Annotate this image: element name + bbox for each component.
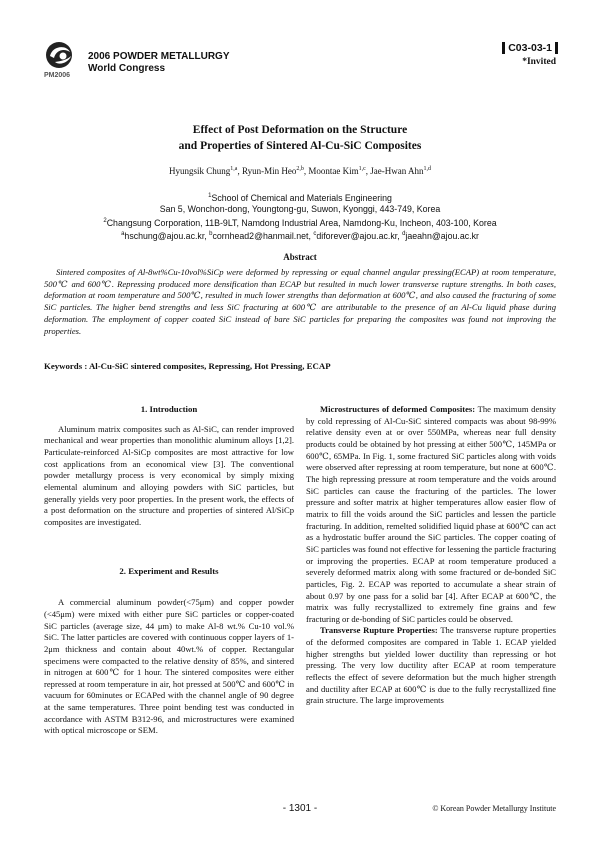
email-link[interactable]: hschung@ajou.ac.kr xyxy=(124,231,205,242)
author-sup: 1,d xyxy=(423,166,431,172)
affiliation-2: $^2$Changsung Corporation, 11B-9LT, Namdong Industrial Area, Namdong-Ku, Incheon, 403-100, Korea xyxy=(103,217,497,228)
keywords: Keywords : Al-Cu-SiC sintered composites, Repressing, Hot Pressing, ECAP xyxy=(44,361,331,371)
paper-code xyxy=(502,42,558,54)
email-link[interactable]: diforever@ajou.ac.kr xyxy=(316,231,398,242)
invited-label: *Invited xyxy=(522,57,556,67)
section-heading-introduction: 1. Introduction xyxy=(140,404,198,414)
email-link[interactable]: jaeahn@ajou.ac.kr xyxy=(405,231,479,242)
left-column xyxy=(44,404,294,737)
author-name: Hyungsik Chung xyxy=(169,166,231,176)
introduction-paragraph: Aluminum matrix composites such as Al-SiC, can render improved mechanical and wear properties than monolithic aluminum alloys [1,2]. Particulate-reinforced Al-SiCp composites are most attractive for low cost applications from an economical view [3]. The conventional powder metallurgy process is very economical by simply mixing elemental aluminum and alloying powders with SiC particles, but generally yields very poor properties. In the present work, the effects of a post deformation on the structure and properties of sintered Al/SiCp composites are investigated. xyxy=(44,423,294,527)
author-sup: 1,c xyxy=(358,166,366,172)
copyright: © Korean Powder Metallurgy Institute xyxy=(432,804,556,813)
conference-subtitle: World Congress xyxy=(88,63,166,74)
author-name: Ryun-Min Heo xyxy=(241,166,297,176)
affiliations xyxy=(0,191,600,243)
paper-code-text: C03-03-1 xyxy=(508,42,552,54)
microstructure-text: The maximum density by cold repressing of Al-Cu-SiC sintered compacts was about 98-99% relative density even at or over 550MPa, whereas near full density products could be obtained by hot pressing at either 500℃, 145MPa or 600℃, 65MPa. In Fig. 1, some fractured SiC particles along with voids were observed after repressing at room temperature, but none at 600℃. The high repressing pressure at room temperature and the voids around SiC particles can cause the fracturing of the particles. The lower pressure and softer matrix at higher temperatures allow easier flow of matrix to fill the voids around the SiC particles and lessen the particle fracturing. In addition, remelted solidified liquid phase at 600℃ can act as a hydrostatic buffer around the SiC particles. The copper coating of SiC particles was found not effective for lessening the particle fracturing or improving the properties. ECAP at room temperature produced a severely deformed matrix along with some fractured or de-bonded SiC particles, Fig. 2. ECAP was reported to accumulate a shear strain of about 0.97 by one pass for a solid bar [4]. After ECAP at 600℃, the matrix was fully recrystallized to extremely fine grains and few fracturing or de-bonding of SiC particles could be observed. xyxy=(306,404,556,624)
microstructure-subheading: Microstructures of deformed Composites: xyxy=(320,404,476,414)
code-bar-right xyxy=(555,42,558,54)
page-number: - 1301 - xyxy=(282,803,318,814)
right-column xyxy=(306,404,556,707)
section-heading-experiment: 2. Experiment and Results xyxy=(119,565,219,576)
transverse-rupture-subheading: Transverse Rupture Properties: xyxy=(320,625,438,636)
code-bar-left xyxy=(502,42,505,54)
author-sup: 2,b xyxy=(296,166,304,172)
abstract-heading: Abstract xyxy=(283,252,317,262)
author-name: Jae-Hwan Ahn xyxy=(370,166,424,176)
conference-name: 2006 POWDER METALLURGY xyxy=(88,51,230,62)
affiliation-1-address: San 5, Wonchon-dong, Youngtong-gu, Suwon, Kyonggi, 443-749, Korea xyxy=(159,204,441,215)
email-link[interactable]: cornhead2@hanmail.net xyxy=(212,231,309,242)
paper-title-line1: Effect of Post Deformation on the Structure xyxy=(192,124,408,136)
transverse-rupture-text: The transverse rupture properties of the deformed composites are compared in Table 1. ECAP yielded higher strengths but yielded lower ductility than repressing or hot pressing. The very low ductility after ECAP at room temperature reflects the effect of severe deformation but the much higher strength and ductility after ECAP at 600℃ is due to the fully recrystallized fine grain structure. The large improvements xyxy=(306,625,556,706)
paper-title-line2: and Properties of Sintered Al-Cu-SiC Composites xyxy=(178,140,422,152)
author-sup: 1,a xyxy=(230,166,238,172)
email-list: $^a$hschung@ajou.ac.kr, $^b$cornhead2@hanmail.net, $^c$diforever@ajou.ac.kr, $^d$jaeahn@ajou.ac.kr xyxy=(121,231,479,242)
experiment-paragraph: A commercial aluminum powder(<75μm) and copper powder (<45μm) were mixed with either pure SiC particles or copper-coated SiC particles (average size, 44 μm) to make Al-8 wt.% Cu-10 vol.% SiC. The latter particles are covered with continuous copper layers of 1-2μm thickness and contain about 40wt.% of copper. Rectangular specimens were compacted to the relative density of 85%, and sintered in nitrogen at 600℃ for 1 hour. The sintered composites were either repressed at room temperature in air, hot pressed at 500℃ and 600℃ in vacuum for 60minutes or ECAPed with the channel angle of 90 degree at the same temperatures. Three point bending test was conducted in accordance with ASTM B312-96, and microstructures were examined with optical microscope or SEM. xyxy=(44,597,294,736)
affiliation-1: $^1$School of Chemical and Materials Engineering xyxy=(208,192,392,203)
pm2006-logo-swirl xyxy=(44,40,80,72)
author-name: Moontae Kim xyxy=(308,166,359,176)
logo-text: PM2006 xyxy=(44,72,71,79)
transverse-rupture-paragraph xyxy=(306,625,556,707)
microstructure-paragraph xyxy=(306,404,556,625)
abstract-text: Sintered composites of Al-8wt%Cu-10vol%SiCp were deformed by repressing or equal channel angular pressing(ECAP) at room temperature, 500℃ and 600℃. Repressing produced more densification than ECAP but resulted in much lower transverse rupture strengths. In both cases, deformation at room temperature and 500℃, resulted in much lower strengths than deformation at 600℃, and also caused the fracturing of some SiC particles. The higher bend strengths and less SiC fracturing at 600℃ are attributable to the presence of an Al-Cu liquid phase during deformation. The employment of copper coated SiC instead of bare SiC particles for preparing the composites was found not improving the properties. xyxy=(44,267,556,336)
author-list: Hyungsik Chung$^{1,a}$, Ryun-Min Heo$^{2,b}$, Moontae Kim$^{1,c}$, Jae-Hwan Ahn$^{1,d}$ xyxy=(169,166,431,176)
